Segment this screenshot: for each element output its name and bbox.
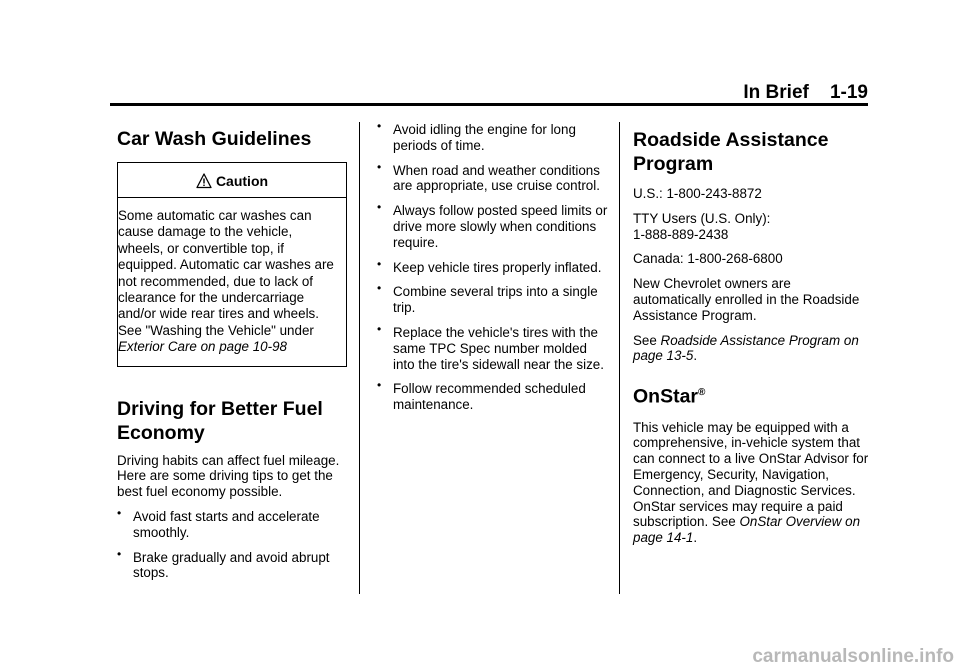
roadside-tty: TTY Users (U.S. Only): 1-888-889-2438	[633, 210, 771, 242]
bullet-icon: •	[377, 256, 382, 271]
registered-mark: ®	[698, 387, 706, 399]
caution-text: Some automatic car washes can cause damage to the vehicle, wheels, or convertible top, if equipped. Automatic car washes are not recommended, due to lack of clearance for the undercarriage and/or wide rear tires and wheels. See "Washing the Vehicle" under	[118, 208, 334, 338]
roadside-see-reference: See Roadside Assistance Program on page 13-5.	[633, 332, 859, 364]
list-item: • Avoid fast starts and accelerate smoothly.	[117, 506, 320, 540]
page-number: 1-19	[829, 82, 868, 103]
roadside-heading-line2: Program	[633, 153, 714, 175]
fuel-economy-heading-line2: Economy	[117, 421, 205, 444]
caution-header	[118, 163, 346, 198]
column-divider-2	[619, 122, 620, 594]
bullet-icon: •	[377, 281, 382, 296]
bullet-icon: •	[377, 378, 382, 393]
list-item: • Replace the vehicle's tires with the same TPC Spec number molded into the tire's sidewall near the size.	[377, 321, 604, 372]
list-item: • Brake gradually and avoid abrupt stops.	[117, 546, 330, 581]
list-item: • Avoid idling the engine for long periods of time.	[377, 119, 576, 153]
header-rule	[110, 103, 868, 106]
caution-reference-link[interactable]: Exterior Care on page 10-98	[118, 339, 287, 355]
onstar-text: This vehicle may be equipped with a comprehensive, in-vehicle system that can connect to a live OnStar Advisor for Emergency, Security, Navigation, Connection, and Diagnostic Services. OnStar services may require a paid subscription. See OnStar Overview on page 14-1.	[633, 419, 869, 546]
caution-triangle-icon	[196, 173, 212, 189]
bullet-icon: •	[377, 119, 382, 133]
column-2	[377, 119, 609, 422]
roadside-heading-line1: Roadside Assistance	[633, 129, 829, 151]
fuel-tips-list-1	[117, 506, 349, 581]
page-header	[110, 82, 868, 104]
roadside-heading	[633, 128, 869, 176]
bullet-icon: •	[377, 200, 382, 215]
onstar-heading: OnStar®	[633, 385, 706, 408]
list-item: • Follow recommended scheduled maintenance.	[377, 378, 586, 413]
roadside-enrolled-text: New Chevrolet owners are automatically enrolled in the Roadside Assistance Program.	[633, 276, 860, 323]
roadside-canada-number: Canada: 1-800-268-6800	[633, 251, 783, 267]
roadside-reference-link[interactable]: Roadside Assistance Program on page 13-5	[633, 332, 859, 364]
caution-label: Caution	[215, 173, 269, 189]
column-3	[633, 118, 869, 555]
bullet-icon: •	[377, 159, 382, 174]
fuel-tips-list-2	[377, 119, 609, 413]
caution-body	[118, 198, 346, 366]
bullet-icon: •	[117, 506, 122, 521]
column-1	[117, 118, 349, 590]
watermark: carmanualsonline.info	[752, 646, 954, 667]
list-item: • Combine several trips into a single trip.	[377, 281, 598, 316]
fuel-economy-heading-line1: Driving for Better Fuel	[117, 397, 323, 420]
car-wash-heading: Car Wash Guidelines	[117, 128, 312, 150]
list-item: • Always follow posted speed limits or drive more slowly when conditions require.	[377, 200, 608, 250]
bullet-icon: •	[117, 546, 122, 561]
fuel-economy-heading	[117, 397, 349, 445]
onstar-reference-link[interactable]: OnStar Overview on page 14-1	[633, 514, 861, 546]
section-title: In Brief	[743, 82, 809, 103]
list-item: • Keep vehicle tires properly inflated.	[377, 256, 602, 275]
list-item: • When road and weather conditions are appropriate, use cruise control.	[377, 159, 600, 194]
caution-box	[117, 162, 347, 367]
bullet-icon: •	[377, 321, 382, 336]
roadside-us-number: U.S.: 1-800-243-8872	[633, 186, 762, 201]
column-divider-1	[359, 122, 360, 594]
fuel-economy-intro: Driving habits can affect fuel mileage. Here are some driving tips to get the best fuel economy possible.	[117, 452, 340, 500]
